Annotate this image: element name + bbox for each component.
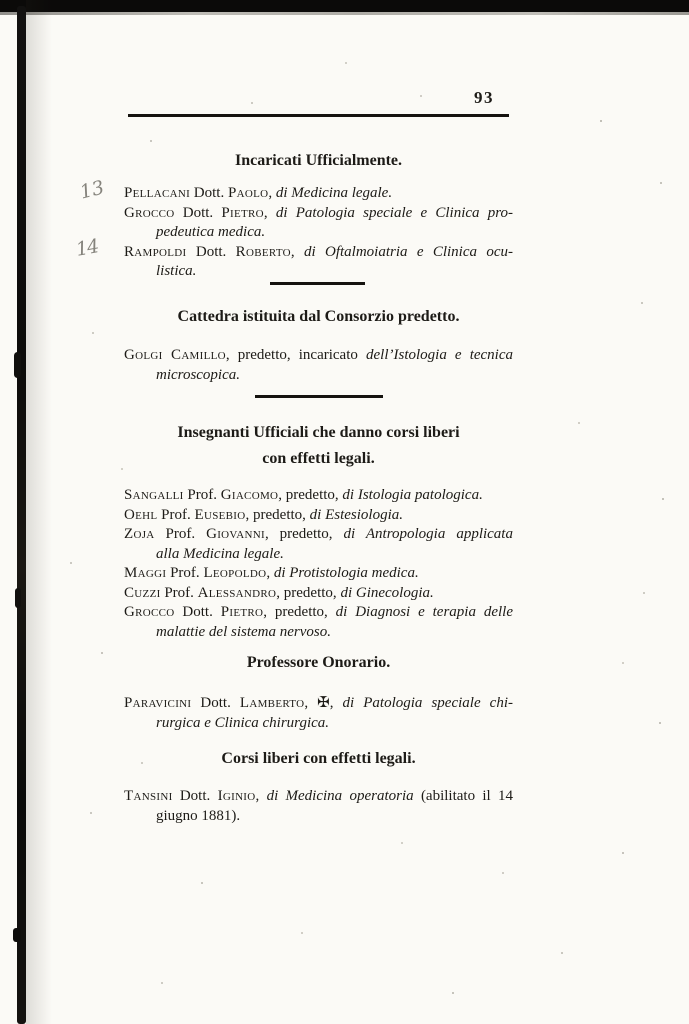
person-name: Pietro: [220, 604, 264, 620]
person-name: Cuzzi: [124, 584, 161, 601]
person-name: Giovanni: [206, 526, 265, 542]
text-segment: ,: [255, 788, 267, 804]
person-name: Grocco: [124, 204, 175, 221]
subject-italic: di Patologia speciale chi-: [342, 695, 513, 711]
subject-italic: malattie del sistema nervoso.: [156, 623, 331, 640]
text-segment: ,: [290, 243, 304, 260]
person-name: Rampoldi: [124, 243, 187, 260]
text-line: [124, 694, 513, 714]
person-name: Alessandro: [197, 584, 277, 601]
text-line: [124, 262, 513, 282]
section-heading-incaricati-ufficialmente: [124, 148, 513, 174]
person-name: Lamberto: [239, 695, 305, 711]
person-name: Sangalli: [124, 487, 184, 503]
person-name: Iginio: [217, 788, 256, 804]
subject-italic: listica.: [156, 263, 197, 279]
text-segment: ,: [263, 204, 276, 221]
heading-line: Incaricati Ufficialmente.: [234, 152, 403, 169]
text-segment: Prof.: [166, 565, 204, 581]
person-name: Maggi: [124, 565, 167, 581]
scan-top-edge: [0, 0, 689, 12]
text-segment: ,: [266, 565, 274, 581]
section-divider: [255, 395, 383, 398]
text-segment: Prof.: [183, 487, 221, 503]
subject-italic: di Diagnosi e terapia delle: [335, 604, 514, 620]
text-segment: , predetto,: [264, 526, 344, 542]
text-line: [124, 243, 513, 263]
subject-italic: di Istologia patologica.: [342, 487, 483, 503]
text-line: [124, 584, 513, 604]
text-segment: ,: [268, 185, 276, 201]
subject-italic: di Ginecologia.: [340, 584, 434, 601]
subject-italic: rurgica e Clinica chirurgica.: [156, 714, 330, 731]
text-line: [124, 623, 513, 643]
subject-italic: di Medicina operatoria: [266, 788, 421, 804]
text-segment: Dott.: [186, 243, 236, 260]
handwritten-margin-note: 14: [74, 235, 100, 261]
section-body-corsi-liberi: [124, 787, 513, 826]
person-name: Oehl: [124, 506, 158, 523]
text-line: [124, 184, 513, 204]
text-line: [124, 787, 513, 807]
person-name: Grocco: [124, 604, 175, 620]
binding-edge-blob: [13, 928, 21, 942]
text-line: [124, 486, 513, 506]
section-heading-cattedra-consorzio: [124, 304, 513, 330]
header-rule: [128, 114, 509, 117]
text-line: [124, 807, 513, 827]
section-divider: [270, 282, 365, 285]
heading-line: Cattedra istituita dal Consorzio predetto.: [177, 308, 460, 325]
person-name: Pellacani: [124, 185, 191, 201]
text-segment: Prof.: [160, 584, 198, 601]
person-name: Giacomo: [220, 487, 279, 503]
text-line: [124, 525, 513, 545]
text-segment: Dott.: [191, 695, 240, 711]
text-segment: Dott.: [172, 788, 218, 804]
text-line: [124, 545, 513, 565]
text-segment: Dott.: [174, 604, 221, 620]
person-name: Paolo: [227, 185, 269, 201]
person-name: Tansini: [124, 788, 173, 804]
text-line: [124, 204, 513, 224]
subject-italic: dell’Istologia e tecnica: [366, 347, 514, 363]
heading-line: con effetti legali.: [262, 450, 375, 467]
person-name: Pietro: [221, 204, 264, 221]
person-name: Paravicini: [124, 695, 192, 711]
subject-italic: microscopica.: [156, 366, 241, 383]
section-body-insegnanti-corsi-liberi: [124, 486, 513, 642]
text-segment: (abilitato il 14: [420, 788, 514, 804]
text-segment: giugno 1881).: [156, 807, 241, 824]
subject-italic: pedeutica medica.: [156, 224, 266, 240]
text-line: [124, 223, 513, 243]
text-segment: , predetto,: [245, 506, 310, 523]
text-line: [124, 714, 513, 734]
section-body-professore-onorario: [124, 694, 513, 733]
scan-top-edge-noise: [0, 12, 689, 15]
section-heading-corsi-liberi: [124, 746, 513, 772]
subject-italic: di Protistologia medica.: [273, 565, 419, 581]
text-line: [124, 366, 513, 386]
text-line: [124, 506, 513, 526]
subject-italic: alla Medicina legale.: [156, 545, 284, 562]
person-name: Zoja: [124, 526, 155, 542]
page-number: 93: [474, 88, 494, 107]
heading-line: Corsi liberi con effetti legali.: [221, 750, 416, 767]
subject-italic: di Medicina legale.: [275, 185, 393, 201]
text-segment: Dott.: [174, 204, 222, 221]
text-segment: , predetto,: [263, 604, 336, 620]
heading-line: Professore Onorario.: [246, 654, 391, 671]
text-segment: Dott.: [190, 185, 228, 201]
binding-edge-blob: [14, 352, 21, 378]
person-name: Eusebio: [194, 506, 246, 523]
text-segment: , predetto,: [276, 584, 341, 601]
section-heading-professore-onorario: [124, 650, 513, 676]
binding-shadow: [26, 0, 52, 1024]
text-line: [124, 346, 513, 366]
text-line: [124, 603, 513, 623]
text-segment: , ✠,: [304, 695, 343, 711]
handwritten-margin-note: 13: [77, 176, 107, 204]
binding-edge: [17, 6, 26, 1024]
person-name: Golgi Camillo: [124, 347, 226, 363]
binding-edge-blob: [15, 588, 21, 608]
text-segment: Prof.: [157, 506, 195, 523]
subject-italic: di Oftalmoiatria e Clinica ocu-: [303, 243, 514, 260]
subject-italic: di Patologia speciale e Clinica pro-: [275, 204, 514, 221]
section-heading-insegnanti-corsi-liberi: [124, 420, 513, 472]
text-segment: , predetto, incaricato: [225, 347, 366, 363]
person-name: Leopoldo: [203, 565, 267, 581]
text-segment: Prof.: [154, 526, 207, 542]
section-body-cattedra-consorzio: [124, 346, 513, 385]
heading-line: Insegnanti Ufficiali che danno corsi liberi: [177, 424, 460, 441]
text-segment: , predetto,: [278, 487, 343, 503]
text-line: [124, 564, 513, 584]
subject-italic: di Antropologia applicata: [343, 526, 513, 542]
section-body-incaricati-ufficialmente: [124, 184, 513, 282]
subject-italic: di Estesiologia.: [309, 506, 404, 523]
person-name: Roberto: [235, 243, 291, 260]
